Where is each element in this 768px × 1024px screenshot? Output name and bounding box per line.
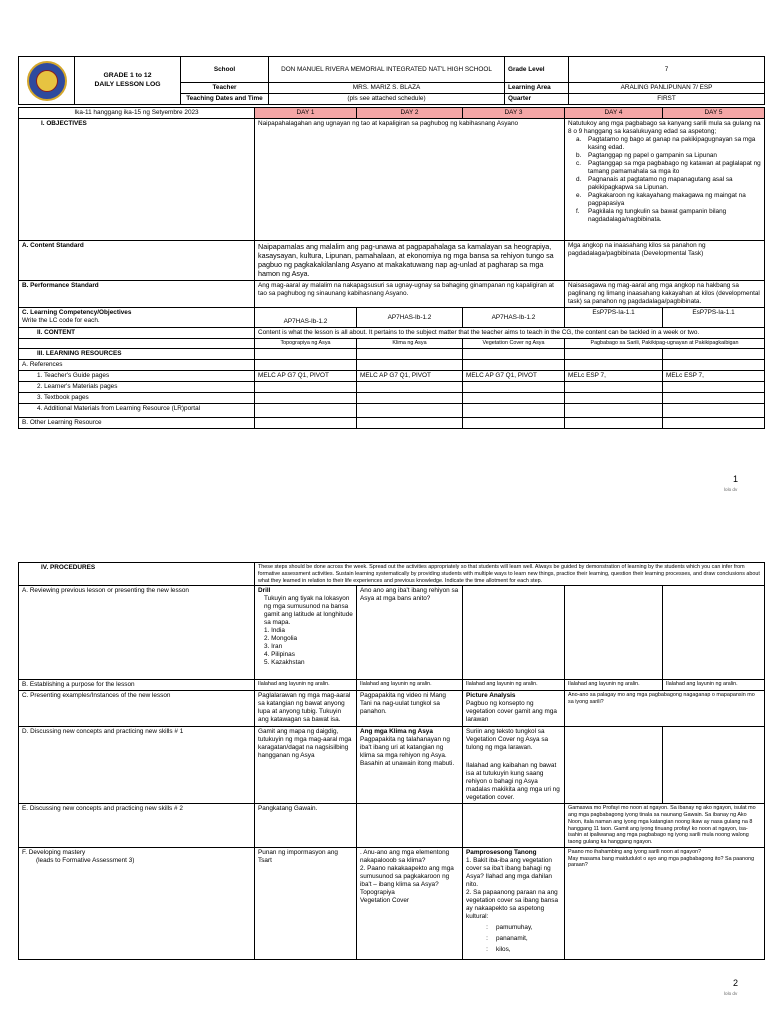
drill-text: Tukuyin ang tiyak na lokasyon ng mga sumusunod na bansa gamit ang latitude at longhitude sa mapa. [264, 595, 353, 627]
objective-item-marker: d. [576, 176, 582, 183]
resource-value: MELc ESP 7, [565, 370, 663, 381]
proc-b-day-4: Ilalahad ang layunin ng aralin. [565, 680, 663, 691]
drill-list-item: 3. Iran [264, 643, 283, 651]
proc-b-day-2: Ilalahad ang layunin ng aralin. [357, 680, 463, 691]
objective-item-marker: c. [576, 160, 581, 167]
resource-value: MELC AP G7 Q1, PIVOT [357, 370, 463, 381]
grade-level-value: 7 [569, 57, 765, 83]
content-topic-day-2: Klima ng Asya [357, 339, 463, 349]
pamprosesong-text: 1. Bakit iba-iba ang vegetation cover sa iba't ibang bahagi ng Asya? Ilahad ang mga dahilan nito. 2. Sa papaanong paraan na ang vegetation cover sa ibang bansa ay nakaapekto sa aspetong kultural: [466, 856, 559, 920]
lesson-table [18, 107, 765, 429]
page-number: 1 [733, 474, 739, 484]
proc-e-label: E. Discussing new concepts and practicing new skills # 2 [19, 804, 255, 848]
content-spacer [19, 339, 255, 349]
resource-row [19, 381, 765, 392]
resources-label: III. LEARNING RESOURCES [19, 348, 255, 359]
proc-f-label: F. Developing mastery [22, 848, 86, 856]
resource-value: MELC AP G7 Q1, PIVOT [463, 370, 565, 381]
proc-f-day-3 [463, 847, 565, 959]
school-logo-cell [19, 57, 75, 105]
resource-row [19, 370, 765, 381]
competency-day-4: EsP7PS-Ia-1.1 [565, 308, 663, 328]
objective-item-marker: b. [576, 152, 582, 159]
content-topic-day-3: Vegetation Cover ng Asya [463, 339, 565, 349]
day-4-header: DAY 4 [565, 108, 663, 119]
resource-label: 1. Teacher's Guide pages [19, 370, 255, 381]
proc-c-day-3 [463, 691, 565, 727]
proc-e-day-4-5: Gamaswa mo Profayi mo noon at ngayon. Sa ibanay ng ako ngayon, isulat mo ang mga pagbabagong iyong tinala sa naunang Gawain. Sa ibanay ng Ako Noon, itala naman ang iyong mga katangian noong ikaw ay nasa gulang na 8 hanggang 11 taon. Gamit ang iyong tinuang profayl ko noon at ngayon, isa-isahin at ipaliwanag ang mga pagbabago ng iyong sarili mula noong walong taong gulang ka hanggang ngayon. [565, 804, 765, 848]
objective-item-text: Pagtanggap ng papel o gampanin sa Lipunan [588, 152, 717, 159]
competency-day-5: EsP7PS-Ia-1.1 [663, 308, 765, 328]
klima-text: Pagpapakita ng talahanayan ng iba't ibang uri at katangian ng klima sa mga rehiyon ng Asya. Basahin at unawain itong mabuti. [360, 736, 455, 768]
objective-item-text: Pagkilala ng tungkulin sa bawat gampanin bilang nagdadalaga/nagbibinata. [588, 208, 727, 223]
watermark: lolo dv [724, 991, 738, 996]
objectives-ap: Naipapahalagahan ang ugnayan ng tao at kapaligiran sa paghubog ng kabihasnang Asyano [255, 119, 565, 241]
bullet-icon: : [486, 934, 488, 942]
procedures-label: IV. PROCEDURES [19, 563, 255, 586]
dates-value: (pls see attached schedule) [269, 94, 505, 105]
proc-a-day-1 [255, 586, 357, 680]
klima-title: Ang mga Klima ng Asya [360, 728, 433, 736]
competency-label-cell [19, 308, 255, 328]
competency-day-2: AP7HAS-Ib-1.2 [357, 308, 463, 328]
pamprosesong-item-text: pamumuhay, [496, 923, 533, 931]
content-topic-day-1: Topograpiya ng Asya [255, 339, 357, 349]
picture-analysis-text: Pagbuo ng konsepto ng vegetation cover gamit ang mga larawan [466, 700, 557, 724]
objective-item-text: Pagtatamo ng bago at ganap na pakikipagugnayan sa mga kasing edad. [588, 136, 756, 151]
proc-a-day-2: Ano ano ang iba't ibang rehiyon sa Asya at mga bans anito? [357, 586, 463, 680]
proc-f-label-cell [19, 847, 255, 959]
vegetation-text-a: Suriin ang teksto tungkol sa Vegetation Cover ng Asya sa tulong ng mga larawan. [466, 728, 549, 752]
content-standard-label: A. Content Standard [19, 241, 255, 281]
competency-day-1: AP7HAS-Ib-1.2 [255, 308, 357, 328]
bullet-icon: : [486, 945, 488, 953]
objective-item [576, 160, 761, 176]
proc-b-day-1: Ilalahad ang layunin ng aralin. [255, 680, 357, 691]
objective-item [576, 176, 761, 192]
proc-b-row [19, 680, 765, 691]
resource-label: 3. Textbook pages [19, 392, 255, 403]
proc-b-label: B. Establishing a purpose for the lesson [19, 680, 255, 691]
content-standard-esp: Mga angkop na inaasahang kilos sa panahon ng pagdadalaga/pagbibinata (Developmental Task) [565, 241, 765, 281]
day-2-header: DAY 2 [357, 108, 463, 119]
competency-day-3: AP7HAS-Ib-1.2 [463, 308, 565, 328]
day-3-header: DAY 3 [463, 108, 565, 119]
lesson-log-page-2 [0, 512, 768, 1024]
objectives-esp-list [568, 136, 761, 224]
grade-level-label: Grade Level [505, 57, 569, 83]
header-table [18, 56, 765, 105]
proc-d-day-1: Gamit ang mapa ng daigdig, tutukuyin ng mga mag-aaral mga karagatan/dagat na nagsisilbing hangganan ng Asya [255, 727, 357, 804]
watermark: lolo dv [724, 487, 738, 492]
objective-item [576, 208, 761, 224]
week-label: Ika-11 hanggang ika-15 ng Setyembre 2023 [19, 108, 255, 119]
resource-row [19, 403, 765, 417]
page-number: 2 [733, 978, 739, 988]
day-5-header: DAY 5 [663, 108, 765, 119]
proc-f-day-4-5: Paano mo ihahambing ang iyong sarili noon at ngayon? May masama bang maidudulot o ayo ang mga pagbabagong ito? Sa paanong paraan? [565, 847, 765, 959]
drill-list [258, 627, 353, 667]
proc-b-day-3: Ilalahad ang layunin ng aralin. [463, 680, 565, 691]
resource-label: 2. Learner's Materials pages [19, 381, 255, 392]
pamprosesong-title: Pamprosesong Tanong [466, 848, 537, 856]
resource-row [19, 392, 765, 403]
drill-title: Drill [258, 587, 271, 595]
proc-f-day-2: . Anu-ano ang mga elementong nakapalooob sa klima? 2. Paano nakakaapekto ang mga sumusunod sa pagkakaroon ng iba't – ibang klima sa Asya? Topograpiya Vegetation Cover [357, 847, 463, 959]
quarter-label: Quarter [505, 94, 569, 105]
school-label: School [181, 57, 269, 83]
school-value: DON MANUEL RIVERA MEMORIAL INTEGRATED NAT'L HIGH SCHOOL [269, 57, 505, 83]
proc-f-sub: (leads to Formative Assessment 3) [36, 856, 135, 864]
vegetation-text-b: Ilalahad ang kaibahan ng bawat isa at tutukuyin kung saang rehiyon o bahagi ng Asya madalas makikita ang mga uri ng vegetation cover. [466, 762, 560, 802]
proc-d-label: D. Discussing new concepts and practicing new skills # 1 [19, 727, 255, 804]
pamprosesong-list-item [466, 946, 561, 954]
content-standard-ap: Naipapamalas ang malalim ang pag-unawa at pagpapahalaga sa kamalayan sa heograpiya, kasaysayan, kultura, Lipunan, pamahalaan, at ekonomiya ng mga bansa sa rehiyon tungo sa pagbuo ng pagkakakilanlang Asyano at makakatuwang nap ag-unlad at pagharap sa mga hamon ng Asya. [255, 241, 565, 281]
proc-b-day-5: Ilalahad ang layunin ng aralin. [663, 680, 765, 691]
deped-seal-icon [27, 61, 67, 101]
proc-a-label: A. Reviewing previous lesson or presenting the new lesson [19, 586, 255, 680]
bullet-icon: : [486, 923, 488, 931]
proc-c-day-1: Paglalarawan ng mga mag-aaral sa katangian ng bawat anyong lupa at anyong tubig. Tukuyin ang katawagan sa bawat isa. [255, 691, 357, 727]
objective-item-marker: e. [576, 192, 582, 199]
resource-value: MELC AP G7 Q1, PIVOT [255, 370, 357, 381]
objective-item-text: Pagkakaroon ng kakayahang makagawa ng maingat na pagpapasiya [588, 192, 746, 207]
log-title: DAILY LESSON LOG [94, 80, 161, 88]
resource-value: MELc ESP 7, [663, 370, 765, 381]
picture-analysis-title: Picture Analysis [466, 692, 516, 700]
performance-standard-ap: Ang mag-aaral ay malalim na nakapagsusuri sa ugnay-ugnay sa bahaging ginampanan ng kapaligiran at tao sa paghubog ng sinaunang kabihasnang Asyano. [255, 281, 565, 308]
drill-list-item: 4. Pilipinas [264, 651, 295, 659]
competency-sub: Write the LC code for each. [22, 317, 100, 324]
content-note: Content is what the lesson is all about. It pertains to the subject matter that the teacher aims to teach in the CG, the content can be tackled in a week or two. [255, 328, 765, 339]
resource-label: 4. Additional Materials from Learning Resource (LR)portal [19, 403, 255, 417]
objective-item [576, 136, 761, 152]
drill-list-item: 1. India [264, 627, 285, 635]
dates-label: Teaching Dates and Time [181, 94, 269, 105]
teacher-label: Teacher [181, 83, 269, 94]
quarter-value: FIRST [569, 94, 765, 105]
drill-list-item: 2. Mongolia [264, 635, 298, 643]
content-topic-day-4-5: Pagbabago sa Sarili, Pakikipag-ugnayan at Pakikipagkaibigan [565, 339, 765, 349]
proc-c-label: C. Presenting examples/Instances of the new lesson [19, 691, 255, 727]
other-resource-label: B. Other Learning Resource [19, 417, 255, 428]
objective-item-text: Pagtanggap sa mga pagbabago ng katawan at paglalapat ng tamang pamamahala sa mga ito [588, 160, 761, 175]
performance-standard-label: B. Performance Standard [19, 281, 255, 308]
grade-range: GRADE 1 to 12 [103, 72, 152, 80]
competency-label: C. Learning Competency/Objectives [22, 309, 132, 316]
performance-standard-esp: Naisasagawa ng mag-aaral ang mga angkop na hakbang sa paglinang ng limang inaasahang kakayahan at kilos (developmental task) sa panahon ng pagdadalaga/pagbibinata. [565, 281, 765, 308]
proc-d-day-3 [463, 727, 565, 804]
proc-f-day-1: Punan ng impormasyon ang Tsart [255, 847, 357, 959]
proc-e-day-1: Pangkatang Gawain. [255, 804, 357, 848]
content-label: II. CONTENT [19, 328, 255, 339]
learning-area-label: Learning Area [505, 83, 569, 94]
proc-c-day-2: Pagpapakita ng video ni Mang Tani na nag-uulat tungkol sa panahon. [357, 691, 463, 727]
day-1-header: DAY 1 [255, 108, 357, 119]
pamprosesong-list [466, 924, 561, 954]
objectives-label: I. OBJECTIVES [19, 119, 255, 241]
drill-list-item: 5. Kazakhstan [264, 659, 305, 667]
proc-d-day-2 [357, 727, 463, 804]
objectives-esp-intro: Natutukoy ang mga pagbabago sa kanyang sarili mula sa gulang na 8 o 9 hanggang sa kasalukuyang edad sa aspetong; [568, 120, 761, 135]
pamprosesong-list-item [466, 935, 561, 943]
objectives-esp [565, 119, 765, 241]
references-label: A. References [19, 359, 255, 370]
title-cell [75, 57, 181, 105]
objective-item-marker: f. [576, 208, 580, 215]
objective-item [576, 152, 761, 160]
pamprosesong-item-text: kilos, [496, 945, 511, 953]
objective-item-marker: a. [576, 136, 582, 143]
pamprosesong-list-item [466, 924, 561, 932]
pamprosesong-item-text: pananamit, [496, 934, 528, 942]
objective-item-text: Pagnanais at pagtatamo ng mapanagutang asal sa pakikipagkapwa sa Lipunan. [588, 176, 733, 191]
procedures-table [18, 562, 765, 960]
objective-item [576, 192, 761, 208]
proc-c-day-4-5: Ano-ano sa palagay mo ang mga pagbabagong nagaganap o mapapansin mo sa iyong sarili? [565, 691, 765, 727]
procedures-intro: These steps should be done across the week. Spread out the activities appropriately so that students will learn well. Always be guided by demonstration of learning by the students which you can infer from formative assessment activities. Sustain learning systematically by providing students with multiple ways to learn new things, practice their learning, question their learning processes, and draw conclusions about what they learned in relation to their life experiences and previous knowledge. Indicate the time allotment for each step. [255, 563, 765, 586]
teacher-value: MRS. MARIZ S. BLAZA [269, 83, 505, 94]
learning-area-value: ARALING PANLIPUNAN 7/ ESP [569, 83, 765, 94]
